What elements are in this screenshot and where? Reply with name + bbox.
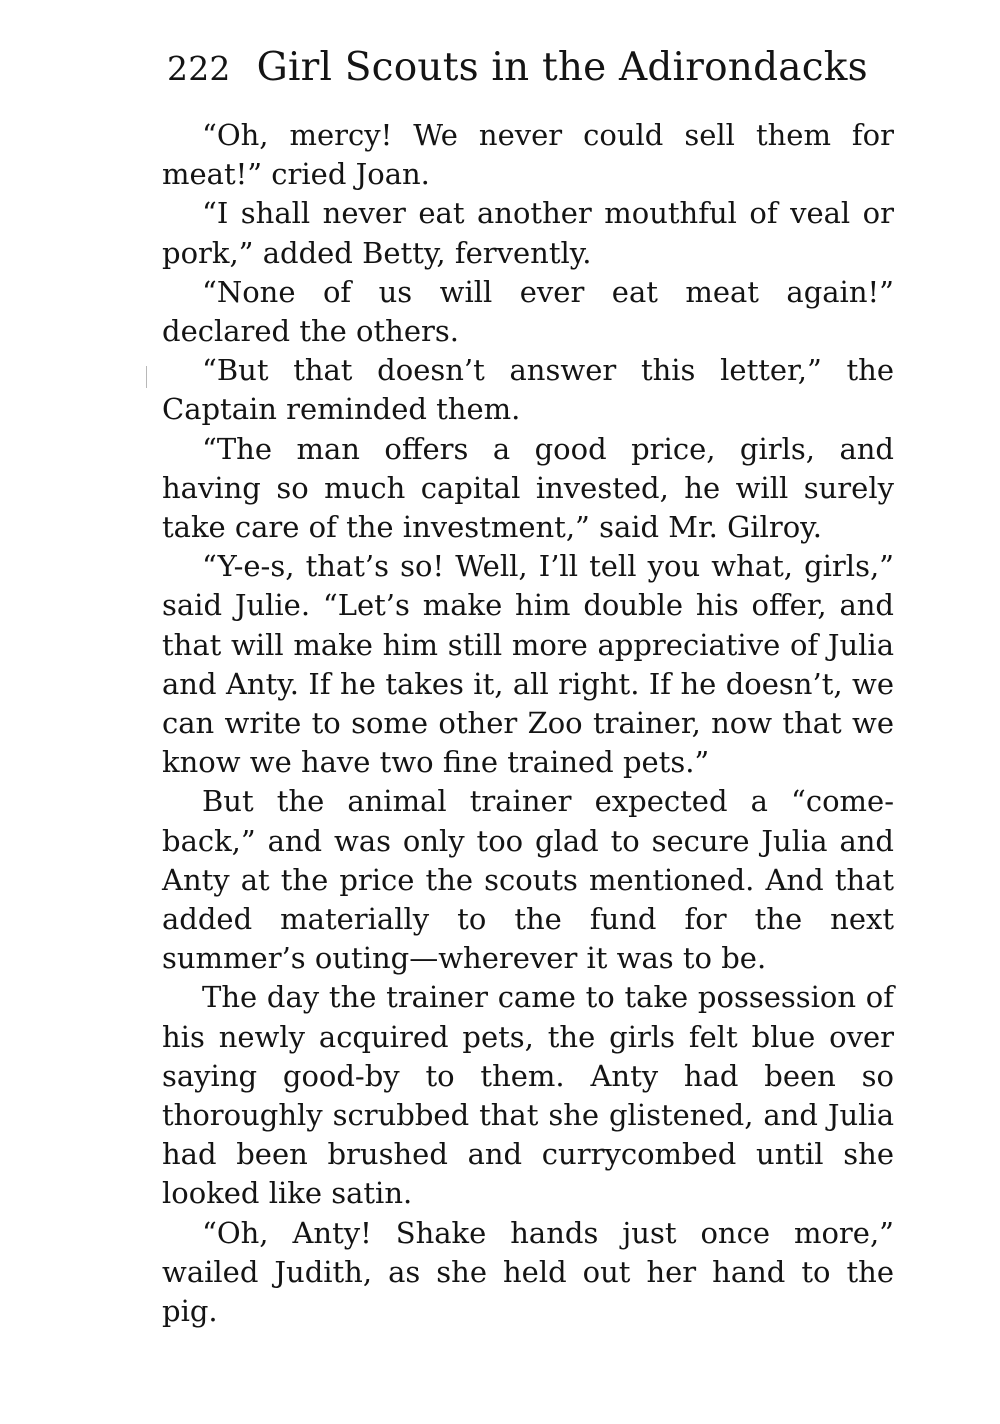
paragraph: “I shall never eat another mouthful of veal or pork,” added Betty, fervently. <box>162 196 894 270</box>
paragraph: The day the trainer came to take possession of his newly acquired pets, the girls felt blue over saying good-by to them. Anty had been so thoroughly scrubbed that she glistened, and Julia had been brushed and currycombed until she looked like satin. <box>162 980 894 1211</box>
paragraph: “The man offers a good price, girls, and having so much capital invested, he will surely take care of the investment,” said Mr. Gilroy. <box>162 431 894 545</box>
body-text <box>162 116 894 1331</box>
paragraph: “None of us will ever eat meat again!” declared the others. <box>162 274 894 349</box>
page-number: 222 <box>167 49 231 88</box>
book-title: Girl Scouts in the Adirondacks <box>256 45 868 90</box>
running-head <box>167 38 907 98</box>
paragraph: “But that doesn’t answer this letter,” the Captain reminded them. <box>162 353 894 427</box>
paragraph: “Oh, Anty! Shake hands just once more,” wailed Judith, as she held out her hand to the pig. <box>162 1215 894 1329</box>
paragraph: “Y-e-s, that’s so! Well, I’ll tell you what, girls,” said Julie. “Let’s make him double his offer, and that will make him still more appreciative of Julia and Anty. If he takes it, all right. If he doesn’t, we can write to some other Zoo trainer, now that we know we have two fine trained pets.” <box>162 549 894 780</box>
paragraph: “Oh, mercy! We never could sell them for meat!” cried Joan. <box>162 118 894 192</box>
margin-scan-mark <box>146 366 147 388</box>
paragraph: But the animal trainer expected a “come-back,” and was only too glad to secure Julia and Anty at the price the scouts mentioned. And that added materially to the fund for the next summer’s outing—wherever it was to be. <box>162 784 894 976</box>
